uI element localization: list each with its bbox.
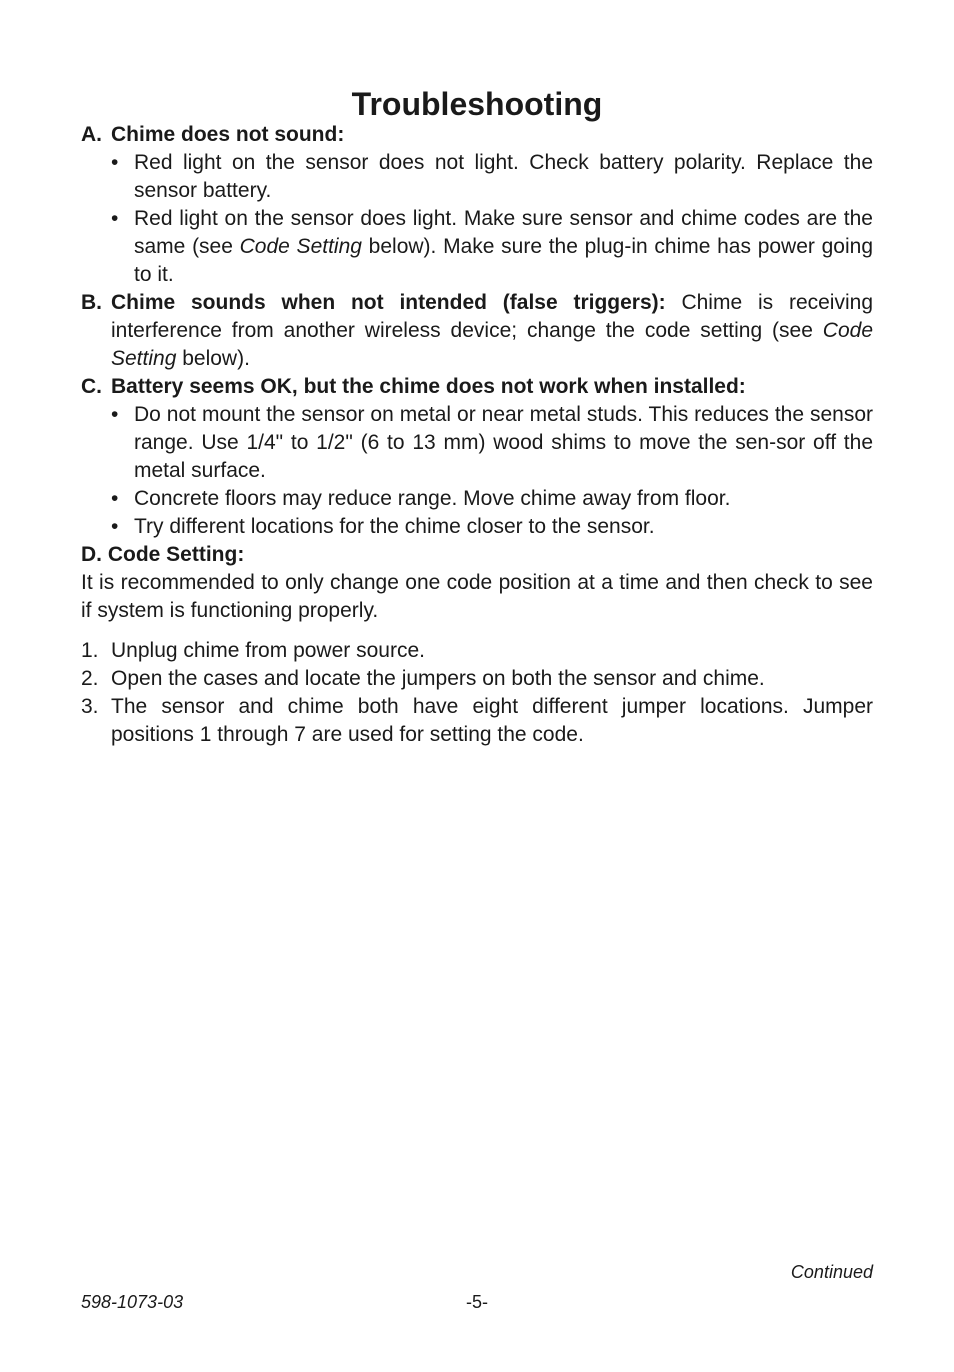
list-item <box>111 149 873 205</box>
bullet-glyph: • <box>111 151 119 174</box>
section-d-letter: D. <box>81 543 102 566</box>
list-item <box>111 205 873 289</box>
section-d-heading <box>81 541 873 569</box>
step-number: 3. <box>81 695 99 718</box>
bullet-glyph: • <box>111 403 119 426</box>
bullet-text-post: below). Make sure the plug-in chime has power going to it. <box>134 235 873 286</box>
section-b-letter: B. <box>81 291 102 314</box>
list-item <box>81 665 873 693</box>
section-b <box>81 289 873 373</box>
section-c-bullets <box>81 401 873 541</box>
section-d-title: Code Setting: <box>107 543 245 566</box>
continued-label: Continued <box>790 1262 873 1282</box>
bullet-text: Red light on the sensor does not light. Check battery polarity. Replace the sensor battery. <box>134 151 873 202</box>
bullet-text-pre: Red light on the sensor does light. Make sure sensor and chime codes are the same (see <box>134 207 873 258</box>
code-setting-reference: Code Setting <box>239 235 362 258</box>
code-setting-steps <box>81 637 873 749</box>
list-item <box>111 485 873 513</box>
section-c-title: Battery seems OK, but the chime does not work when installed: <box>111 375 746 398</box>
section-b-text-pre: Chime is receiving interference from another wireless device; change the code setting (see <box>111 291 873 342</box>
bullet-text: Concrete floors may reduce range. Move chime away from floor. <box>134 487 731 510</box>
document-code: 598-1073-03 <box>81 1292 184 1312</box>
list-item <box>111 401 873 485</box>
section-a-bullets <box>81 149 873 289</box>
step-text: Open the cases and locate the jumpers on both the sensor and chime. <box>111 667 765 690</box>
step-text: Unplug chime from power source. <box>111 639 425 662</box>
bullet-glyph: • <box>111 207 119 230</box>
code-setting-reference: Code Setting <box>111 319 873 370</box>
list-item <box>81 637 873 665</box>
section-c-letter: C. <box>81 375 102 398</box>
bullet-text <box>134 205 873 289</box>
step-number: 2. <box>81 667 99 690</box>
list-item <box>111 513 873 541</box>
section-d-intro: It is recommended to only change one code position at a time and then check to see if system is functioning properly. <box>81 571 873 622</box>
list-item <box>81 693 873 749</box>
section-b-title: Chime sounds when not intended (false triggers): <box>111 291 666 314</box>
step-number: 1. <box>81 639 99 662</box>
section-a-heading <box>81 121 873 149</box>
bullet-glyph: • <box>111 515 119 538</box>
section-b-text-post: below). <box>176 347 250 370</box>
bullet-glyph: • <box>111 487 119 510</box>
section-c-heading <box>81 373 873 401</box>
step-text: The sensor and chime both have eight different jumper locations. Jumper positions 1 through 7 are used for setting the code. <box>111 695 873 746</box>
bullet-text: Try different locations for the chime closer to the sensor. <box>134 515 655 538</box>
section-a-title: Chime does not sound: <box>111 123 345 146</box>
page-number: -5- <box>466 1292 488 1312</box>
section-b-body <box>111 289 873 373</box>
page-title: Troubleshooting <box>351 86 603 122</box>
document-page <box>81 84 873 749</box>
section-a-letter: A. <box>81 123 102 146</box>
bullet-text: Do not mount the sensor on metal or near metal studs. This reduces the sensor range. Use 1/4" to 1/2" (6 to 13 mm) wood shims to move the sen-sor off the metal surface. <box>134 403 873 482</box>
